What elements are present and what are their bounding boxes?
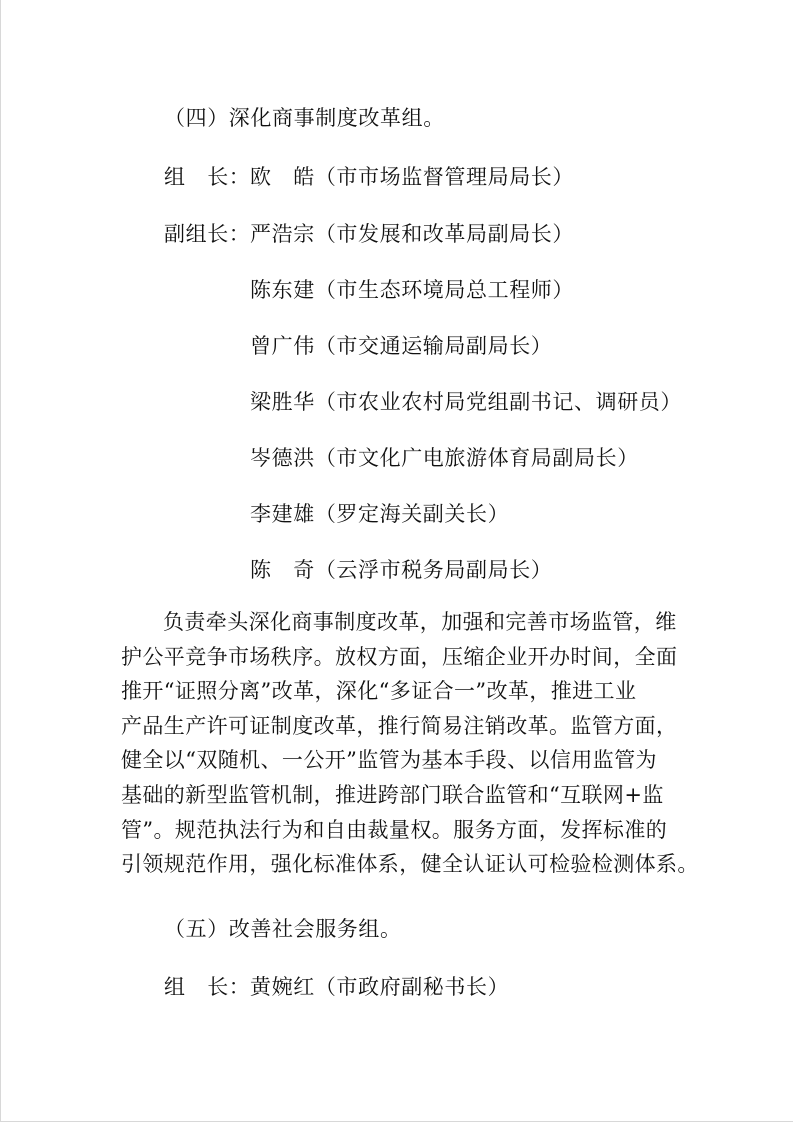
paragraph-line: 护公平竞争市场秩序。放权方面，压缩企业开办时间，全面 [121,644,678,669]
deputy-name: 陈 奇 [250,558,315,582]
deputy-title: （市农业农村局党组副书记、调研员） [314,390,683,414]
paragraph-line: 引领规范作用，强化标准体系，健全认证认可检验检测体系。 [121,852,699,877]
deputy-title: （云浮市税务局副局长） [314,558,553,582]
deputy-member-row [250,554,552,584]
deputy-role-label: 副组长： [164,222,251,246]
paragraph-line: 健全以“双随机、一公开”监管为基本手段、以信用监管为 [121,748,657,773]
section-heading-4: （四）深化商事制度改革组。 [164,106,445,130]
duty-paragraph [121,605,699,882]
deputy-member-row [250,274,574,304]
leader-role-label: 组 长： [164,165,251,189]
section-heading-5: （五）改善社会服务组。 [164,917,402,941]
deputy-leader-row [164,218,574,248]
deputy-name: 岑德洪 [250,446,315,470]
deputy-title: （罗定海关副关长） [314,502,510,526]
paragraph-line: 负责牵头深化商事制度改革，加强和完善市场监管，维 [163,610,677,634]
deputy-title: （市文化广电旅游体育局副局长） [314,446,639,470]
deputy-title: （市交通运输局副局长） [314,334,553,358]
leader-role-label: 组 长： [164,975,251,999]
deputy-title: （市生态环境局总工程师） [314,278,575,302]
deputy-member-row [250,330,552,360]
paragraph-line: 推开“证照分离”改革，深化“多证合一”改革，推进工业 [121,679,637,704]
deputy-name: 曾广伟 [250,334,315,358]
paragraph-line: 基础的新型监管机制，推进跨部门联合监管和“互联网+监 [121,782,664,807]
leader-title: （市市场监督管理局局长） [314,165,575,189]
leader-title: （市政府副秘书长） [314,975,510,999]
deputy-member-row [250,442,639,472]
deputy-name: 李建雄 [250,502,315,526]
paragraph-line: 产品生产许可证制度改革，推行简易注销改革。监管方面， [121,713,678,738]
leader-name: 欧 皓 [250,165,315,189]
leader-name: 黄婉红 [250,975,315,999]
deputy-name: 梁胜华 [250,390,315,414]
deputy-member-row [250,386,682,416]
deputy-name: 陈东建 [250,278,315,302]
deputy-member-row [250,498,509,528]
group-leader-row [164,971,509,1001]
paragraph-line: 管”。规范执法行为和自由裁量权。服务方面，发挥标准的 [121,817,668,842]
deputy-name: 严浩宗 [250,222,315,246]
deputy-title: （市发展和改革局副局长） [314,222,575,246]
group-leader-row [164,161,574,191]
